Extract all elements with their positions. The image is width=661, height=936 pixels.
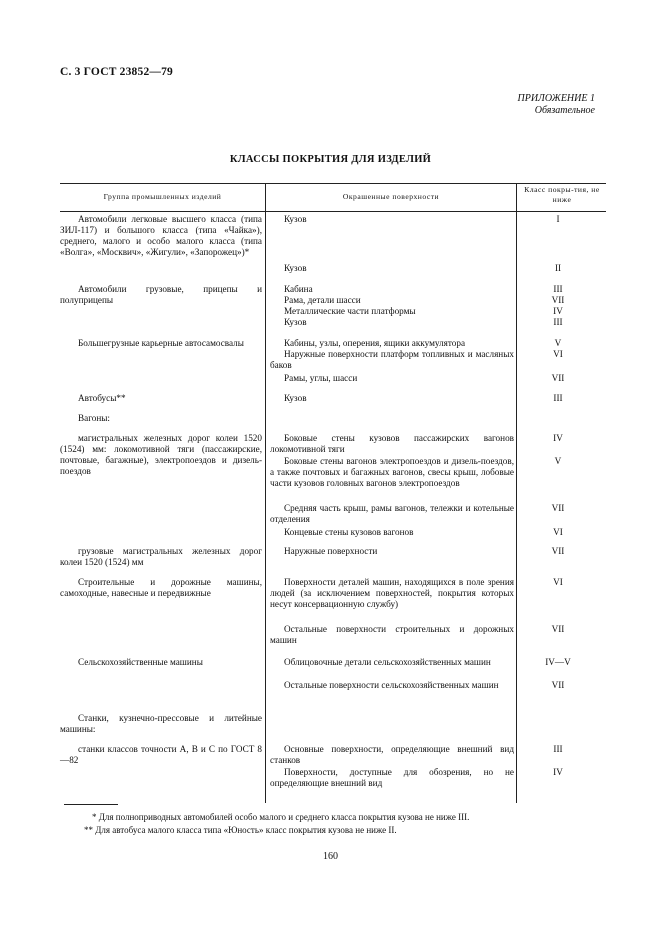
table-row-class: IV (553, 306, 563, 316)
table-row-class: VI (553, 527, 563, 537)
table-row-group: магистральных железных дорог колеи 1520 (1524) мм: локомотивной тяги (пассажирские, почтовые, багажные), электропоездов и дизель-поездов (60, 433, 262, 476)
table-row-surface: Рамы, углы, шасси (284, 373, 358, 383)
table-row-group: Станки, кузнечно-прессовые и литейные машины: (60, 713, 262, 734)
table-row-class: VII (551, 680, 565, 690)
table-row-class: V (554, 456, 562, 466)
table-row-class: II (554, 263, 562, 273)
table-row-surface: Наружные поверхности (284, 546, 378, 556)
table-row-class: VI (553, 349, 563, 359)
table-row-class: I (556, 214, 560, 224)
table-row-surface: Боковые стены кузовов пассажирских вагонов локомотивной тяги (270, 433, 514, 454)
column-header-class-text: Класс покры-тия, не ниже (524, 185, 600, 204)
table-row-class: VII (551, 373, 565, 383)
table-row-class: VII (551, 295, 565, 305)
table-row-surface: Кузов (284, 393, 307, 403)
table-row-class: III (553, 744, 563, 754)
table-row-group: Автомобили грузовые, прицепы и полуприцепы (60, 284, 262, 305)
table-row-surface: Кузов (284, 317, 307, 327)
column-header-class (518, 185, 606, 205)
table-row-class: IV—V (545, 657, 571, 667)
table-row-surface: Рама, детали шасси (284, 295, 361, 305)
table-row-class: III (553, 317, 563, 327)
column-header-group: Группа промышленных изделий (103, 192, 222, 201)
table-row-group: грузовые магистральных железных дорог колеи 1520 (1524) мм (60, 546, 262, 567)
table-row-group: Строительные и дорожные машины, самоходные, навесные и передвижные (60, 577, 262, 598)
appendix-block (518, 93, 596, 117)
table-top-rule (60, 183, 606, 184)
table-header-rule (60, 211, 606, 212)
table-row-surface: Облицовочные детали сельскохозяйственных машин (284, 657, 491, 667)
table-row-class: III (553, 284, 563, 294)
table-row-surface: Основные поверхности, определяющие внешний вид станков (270, 744, 514, 765)
table-row-class: VII (551, 546, 565, 556)
table-row-group: Автобусы** (78, 393, 126, 403)
document-reference: С. 3 ГОСТ 23852—79 (60, 66, 173, 78)
table-row-class: III (553, 393, 563, 403)
table-row-group: Сельскохозяйственные машины (78, 657, 203, 667)
table-row-class: V (554, 338, 562, 348)
column-header-surfaces: Окрашенные поверхности (342, 192, 440, 201)
table-row-surface: Остальные поверхности строительных и дорожных машин (270, 624, 514, 645)
table-row-surface: Поверхности деталей машин, находящихся в поле зрения людей (за исключением поверхностей, покрытия которых несут консервационную службу) (270, 577, 514, 609)
table-row-class: IV (553, 767, 563, 777)
page-number: 160 (323, 851, 338, 862)
table-title: КЛАССЫ ПОКРЫТИЯ ДЛЯ ИЗДЕЛИЙ (229, 154, 432, 165)
table-row-group: Большегрузные карьерные автосамосвалы (78, 338, 244, 348)
table-row-surface: Остальные поверхности сельскохозяйственных машин (284, 680, 499, 690)
appendix-status: Обязательное (534, 105, 595, 116)
table-row-group: Автомобили легковые высшего класса (типа ЗИЛ-117) и большого класса (типа «Чайка»), среднего, малого и особо малого класса (типа «Волга», «Москвич», «Жигули», «Запорожец»)* (60, 214, 262, 257)
footnote-separator (64, 804, 118, 805)
footnote: ** Для автобуса малого класса типа «Юность» класс покрытия кузова не ниже II. (84, 825, 397, 835)
table-row-surface: Кузов (284, 214, 307, 224)
footnote: * Для полноприводных автомобилей особо малого и среднего класса покрытия кузова не ниже III. (92, 812, 470, 822)
table-row-surface: Боковые стены вагонов электропоездов и дизель-поездов, а также почтовых и багажных вагонов, свесы крыш, лобовые части кузовов головных вагонов электропоездов (270, 456, 514, 488)
table-row-class: IV (553, 433, 563, 443)
table-row-surface: Наружные поверхности платформ топливных и масляных баков (270, 349, 514, 370)
table-row-surface: Концевые стены кузовов вагонов (284, 527, 414, 537)
table-row-class: VI (553, 577, 563, 587)
table-row-surface: Средняя часть крыш, рамы вагонов, тележки и котельные отделения (270, 503, 514, 524)
table-row-group: станки классов точности А, В и С по ГОСТ 8—82 (60, 744, 262, 765)
column-divider-1 (265, 183, 266, 803)
table-row-surface: Металлические части платформы (284, 306, 416, 316)
table-row-surface: Поверхности, доступные для обозрения, но не определяющие внешний вид (270, 767, 514, 788)
table-row-surface: Кабины, узлы, оперения, ящики аккумулятора (284, 338, 466, 348)
table-row-class: VII (551, 624, 565, 634)
table-row-surface: Кабина (284, 284, 313, 294)
table-row-group: Вагоны: (78, 413, 110, 423)
column-divider-2 (516, 183, 517, 803)
table-row-class: VII (551, 503, 565, 513)
appendix-title: ПРИЛОЖЕНИЕ 1 (517, 93, 595, 104)
table-row-surface: Кузов (284, 263, 307, 273)
